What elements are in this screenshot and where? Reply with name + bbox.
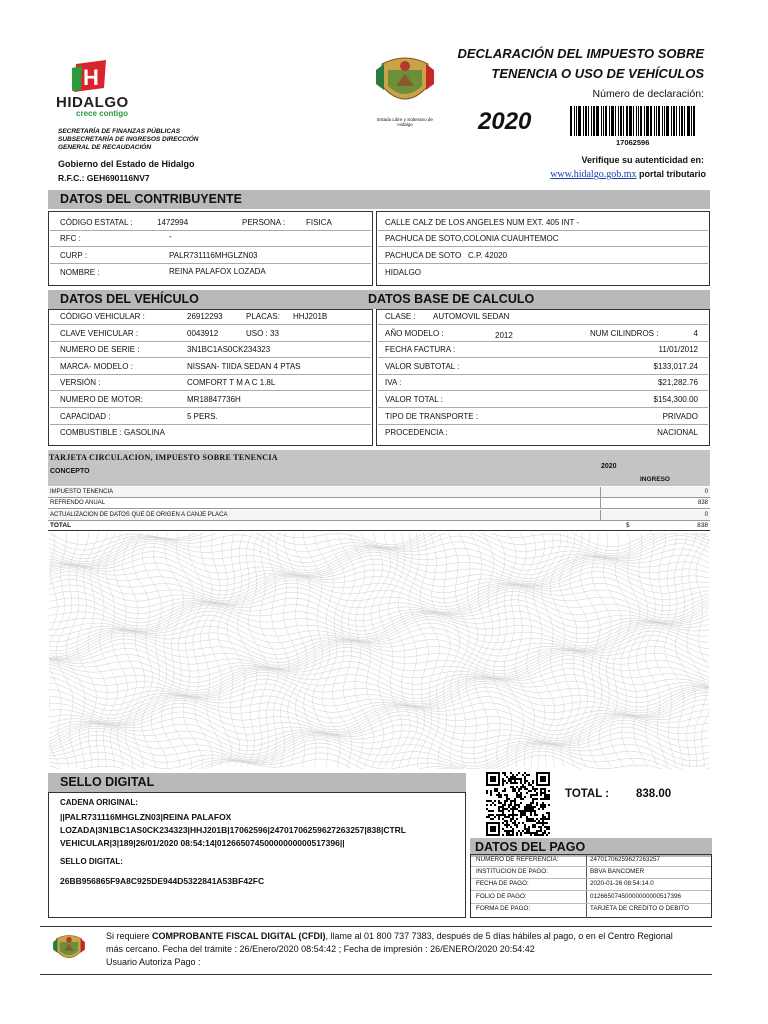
barcode-bar [626,106,628,136]
base-row-extra-value: $21,282.76 [657,378,698,388]
barcode-bar [615,106,616,136]
verify-text: Verifique su autenticidad en: [581,155,704,165]
divider [471,866,711,867]
dependency-line: SECRETARÍA DE FINANZAS PÚBLICAS [58,128,181,135]
cadena-label: CADENA ORIGINAL: [60,798,138,807]
base-row-extra-value: 11/01/2012 [658,345,698,355]
base-row-extra-value: PRIVADO [662,411,698,421]
divider [50,324,371,325]
divider [378,324,708,325]
base-row-value: 2012 [495,330,513,340]
base-row-extra-value: NACIONAL [657,428,698,438]
cadena-line-3: VEHICULAR|3|189|26/01/2020 08:54:14|01266507450000000000517396|| [60,838,345,848]
barcode-bar [623,106,624,136]
rfc-label: RFC : [60,234,81,243]
base-row-label: AÑO MODELO : [385,328,444,338]
divider [378,341,708,342]
concepto-year: 2020 [601,463,617,470]
divider [600,498,601,509]
gobierno-text: Gobierno del Estado de Hidalgo [58,159,195,169]
barcode-bar [676,106,677,136]
base-row-label: TIPO DE TRANSPORTE : [385,411,479,421]
divider [378,246,708,247]
base-row-value: AUTOMOVIL SEDAN [433,312,510,321]
barcode-bar [633,106,634,136]
divider [378,357,708,358]
contribuyente-title: DATOS DEL CONTRIBUYENTE [48,190,710,209]
verify-line [510,169,706,180]
vehiculo-row-value: 5 PERS. [187,411,218,421]
persona-label: PERSONA : [242,218,286,227]
base-row-extra-value: 4 [693,328,698,338]
barcode-bar [684,106,685,136]
vehiculo-title-bar [48,290,710,309]
concepto-name: IMPUESTO TENENCIA [50,489,114,495]
nombre-label: NOMBRE : [60,268,100,277]
sello-title: SELLO DIGITAL [48,773,466,792]
divider [50,374,371,375]
divider [600,510,601,521]
barcode-bar [585,106,587,136]
vehiculo-row-label: CÓDIGO VEHICULAR : [60,312,145,321]
pago-row-value: 24701706259627263257 [590,856,661,863]
barcode-bar [656,106,657,136]
barcode-bar [588,106,589,136]
title-line-2: TENENCIA O USO DE VEHÍCULOS [491,66,704,81]
concepto-name: REFRENDO ANUAL [50,500,106,507]
footer-bottom-rule [40,974,712,975]
barcode-bars [570,106,697,136]
barcode-bar [636,106,637,136]
year-label: 2020 [478,108,532,135]
concepto-label: CONCEPTO [50,468,90,475]
vehiculo-row-label: VERSIÓN : [60,378,101,388]
concepto-ingreso: 0 [704,511,708,518]
divider [50,390,371,391]
total-pago-value: 838.00 [636,788,672,800]
footer-line-2: más cercano. Fecha del trámite : 26/Enero/2020 08:54:42 ; Fecha de impresión : 26/ENERO/2020 20:54:42 [106,944,535,954]
guilloche-pattern-icon [49,533,710,769]
security-pattern [49,533,710,769]
barcode-bar [618,106,619,136]
barcode-bar [570,106,572,136]
qr-code-icon [486,772,550,836]
total-pago-label: TOTAL : [565,788,610,800]
barcode-bar [666,106,669,136]
divider [50,341,371,342]
divider [471,903,711,904]
divider [378,374,708,375]
sello-value: 26BB956865F9A8C925DE944D5322841A53BF42FC [60,876,265,886]
seal-caption: Estado Libre y Soberano de Hidalgo [377,117,433,127]
curp-label: CURP : [60,251,87,260]
dependency-line: SUBSECRETARÍA DE INGRESOS DIRECCIÓN [58,136,199,143]
vehiculo-row-label: CAPACIDAD : [60,411,111,421]
divider [378,230,708,231]
barcode-bar [593,106,595,136]
document-title [440,44,704,84]
brand-name: HIDALGO [56,94,129,111]
vehiculo-row-value: NISSAN- TIIDA SEDAN 4 PTAS [187,361,301,371]
divider [378,424,708,425]
sello-label: SELLO DIGITAL: [60,857,123,866]
barcode-bar [576,106,577,136]
direccion-line-1: CALLE CALZ DE LOS ANGELES NUM EXT. 405 INT - [385,218,580,227]
barcode-bar [629,106,632,136]
pago-row-value: TARJETA DE CREDITO O DEBITO [590,904,689,912]
conceptos-total-currency: $ [626,522,630,529]
barcode-bar [578,106,581,136]
pago-row-value: BBVA BANCOMER [590,868,645,876]
codigo-estatal-value: 1472994 [157,218,189,227]
vehiculo-row-value: MR18847736H [187,395,241,404]
direccion-line-3: PACHUCA DE SOTO [385,251,462,260]
conceptos-total-label: TOTAL [50,522,72,529]
base-calculo-title: DATOS BASE DE CALCULO [368,292,535,306]
barcode-bar [691,106,692,136]
barcode-bar [574,106,575,136]
base-row-label: FECHA FACTURA : [385,345,456,355]
barcode-bar [601,106,602,136]
cadena-line-1: ||PALR731116MHGLZN03|REINA PALAFOX [60,812,232,822]
nombre-value: REINA PALAFOX LOZADA [169,267,266,276]
footer-cfdi: COMPROBANTE FISCAL DIGITAL (CFDI) [152,931,326,941]
declaracion-numero: 17062596 [616,138,650,147]
direccion-line-4: HIDALGO [385,268,422,277]
divider [378,263,708,264]
state-seal [374,50,436,127]
barcode-bar [644,106,645,136]
divider [471,878,711,879]
cadena-original [60,811,406,850]
rfc-value: - [169,232,172,241]
title-line-1: DECLARACIÓN DEL IMPUESTO SOBRE [457,46,704,61]
divider [50,246,371,247]
coat-of-arms-icon [374,50,436,112]
barcode-bar [681,106,683,136]
barcode-bar [662,106,663,136]
dependency-line: GENERAL DE RECAUDACIÓN [58,144,152,151]
direccion-line-2: PACHUCA DE SOTO,COLONIA CUAUHTEMOC [385,234,559,243]
divider [50,263,371,264]
total-row [48,521,710,531]
footer-top-rule [40,926,712,927]
barcode-bar [673,106,675,136]
barcode-bar [654,106,655,136]
base-row-extra-label: NUM CILINDROS : [590,328,659,338]
ingreso-label: INGRESO [640,476,670,483]
barcode-bar [605,106,607,136]
pago-title: DATOS DEL PAGO [470,838,712,857]
barcode-bar [646,106,649,136]
pago-row-value: 2020-01-26 08:54:14.0 [590,880,654,888]
divider [50,230,371,231]
vehiculo-row-value: 0043912 [187,328,219,338]
concepto-ingreso: 0 [704,489,708,495]
hidalgo-logo-icon [72,60,108,92]
divider [378,390,708,391]
base-row-label: CLASE : [385,312,416,321]
footer-text [106,930,706,969]
vehiculo-row-value: COMFORT T M A C 1.8L [187,378,276,388]
concepto-ingreso: 838 [697,500,708,507]
barcode-bar [687,106,690,136]
cadena-line-2: LOZADA|3N1BC1AS0CK234323|HHJ201B|17062596|24701706259627263257|838|CTRL [60,825,406,835]
vehiculo-row-extra-label: PLACAS: [246,312,280,321]
barcode-bar [650,106,652,136]
barcode-bar [664,106,665,136]
divider [600,487,601,498]
footer-line-1-pre: Si requiere [106,931,153,941]
pago-row-label: FOLIO DE PAGO: [476,892,527,900]
barcode-bar [638,106,639,136]
barcode [570,106,697,136]
concepto-row [48,487,710,498]
dependencies [58,128,199,152]
vehiculo-title: DATOS DEL VEHÍCULO [60,292,199,306]
barcode-bar [693,106,695,136]
base-row-extra-value: $133,017.24 [653,361,698,371]
vehiculo-row-label: NUMERO DE SERIE : [60,345,140,355]
footer-line-1 [106,930,706,943]
verify-suffix: portal tributario [636,169,706,179]
barcode-bar [591,106,592,136]
barcode-bar [620,106,622,136]
codigo-postal: C.P. 42020 [468,251,507,260]
conceptos-total-value: 838 [697,522,708,529]
verify-link[interactable]: www.hidalgo.gob.mx [550,169,637,180]
barcode-bar [679,106,680,136]
brand-tagline: crece contigo [76,109,129,118]
vehiculo-row-label: CLAVE VEHICULAR : [60,328,139,338]
footer-line-3: Usuario Autoriza Pago : [106,957,201,967]
qr-code [486,772,550,836]
pago-row-label: FORMA DE PAGO: [476,904,531,912]
persona-value: FISICA [306,218,332,227]
codigo-estatal-label: CÓDIGO ESTATAL : [60,218,133,227]
vehiculo-row-label: NUMERO DE MOTOR: [60,395,143,404]
base-row-label: VALOR TOTAL : [385,395,443,404]
divider [471,890,711,891]
vehiculo-row-extra-value: HHJ201B [293,312,328,321]
footer-seal [52,930,86,966]
barcode-bar [609,106,610,136]
barcode-bar [603,106,604,136]
divider [50,424,371,425]
pago-row-value: 01266507450000000000517396 [590,892,682,900]
divider [378,407,708,408]
barcode-bar [583,106,584,136]
barcode-bar [671,106,672,136]
base-row-extra-value: $154,300.00 [653,395,698,404]
concepto-row [48,498,710,509]
pago-divider-vertical [586,854,587,918]
divider [50,357,371,358]
base-row-label: IVA : [385,378,402,388]
barcode-bar [640,106,642,136]
vehiculo-row-value: 3N1BC1AS0CK234323 [187,345,271,355]
vehiculo-row-label: MARCA- MODELO : [60,361,133,371]
vehiculo-row-label: COMBUSTIBLE : GASOLINA [60,428,165,438]
hidalgo-logo [72,60,108,92]
pago-row-label: FECHA DE PAGO: [476,880,529,888]
coat-of-arms-small-icon [52,930,86,966]
conceptos-title: TARJETA CIRCULACION, IMPUESTO SOBRE TENENCIA [49,453,278,462]
base-row-label: PROCEDENCIA : [385,428,448,438]
vehiculo-row-value: 26912293 [187,312,223,321]
base-row-label: VALOR SUBTOTAL : [385,361,460,371]
concepto-name: ACTUALIZACION DE DATOS QUE DE ORIGEN A CANJE PLACA [50,511,228,518]
footer-line-1-post: , llame al 01 800 737 7383, después de 5 días hábiles al pago, o en el Centro Regional [325,931,673,941]
vehiculo-row-extra-label: USO : 33 [246,328,279,338]
pago-row-label: NUMERO DE REFERENCIA: [476,856,559,863]
divider [50,407,371,408]
barcode-bar [611,106,614,136]
curp-value: PALR731116MHGLZN03 [169,251,258,260]
logo-letter: H [83,65,99,90]
barcode-bar [596,106,599,136]
rfc-text: R.F.C.: GEH690116NV7 [58,173,150,183]
pago-row-label: INSTITUCION DE PAGO: [476,868,548,876]
declaracion-label: Número de declaración: [592,88,704,100]
barcode-bar [658,106,660,136]
